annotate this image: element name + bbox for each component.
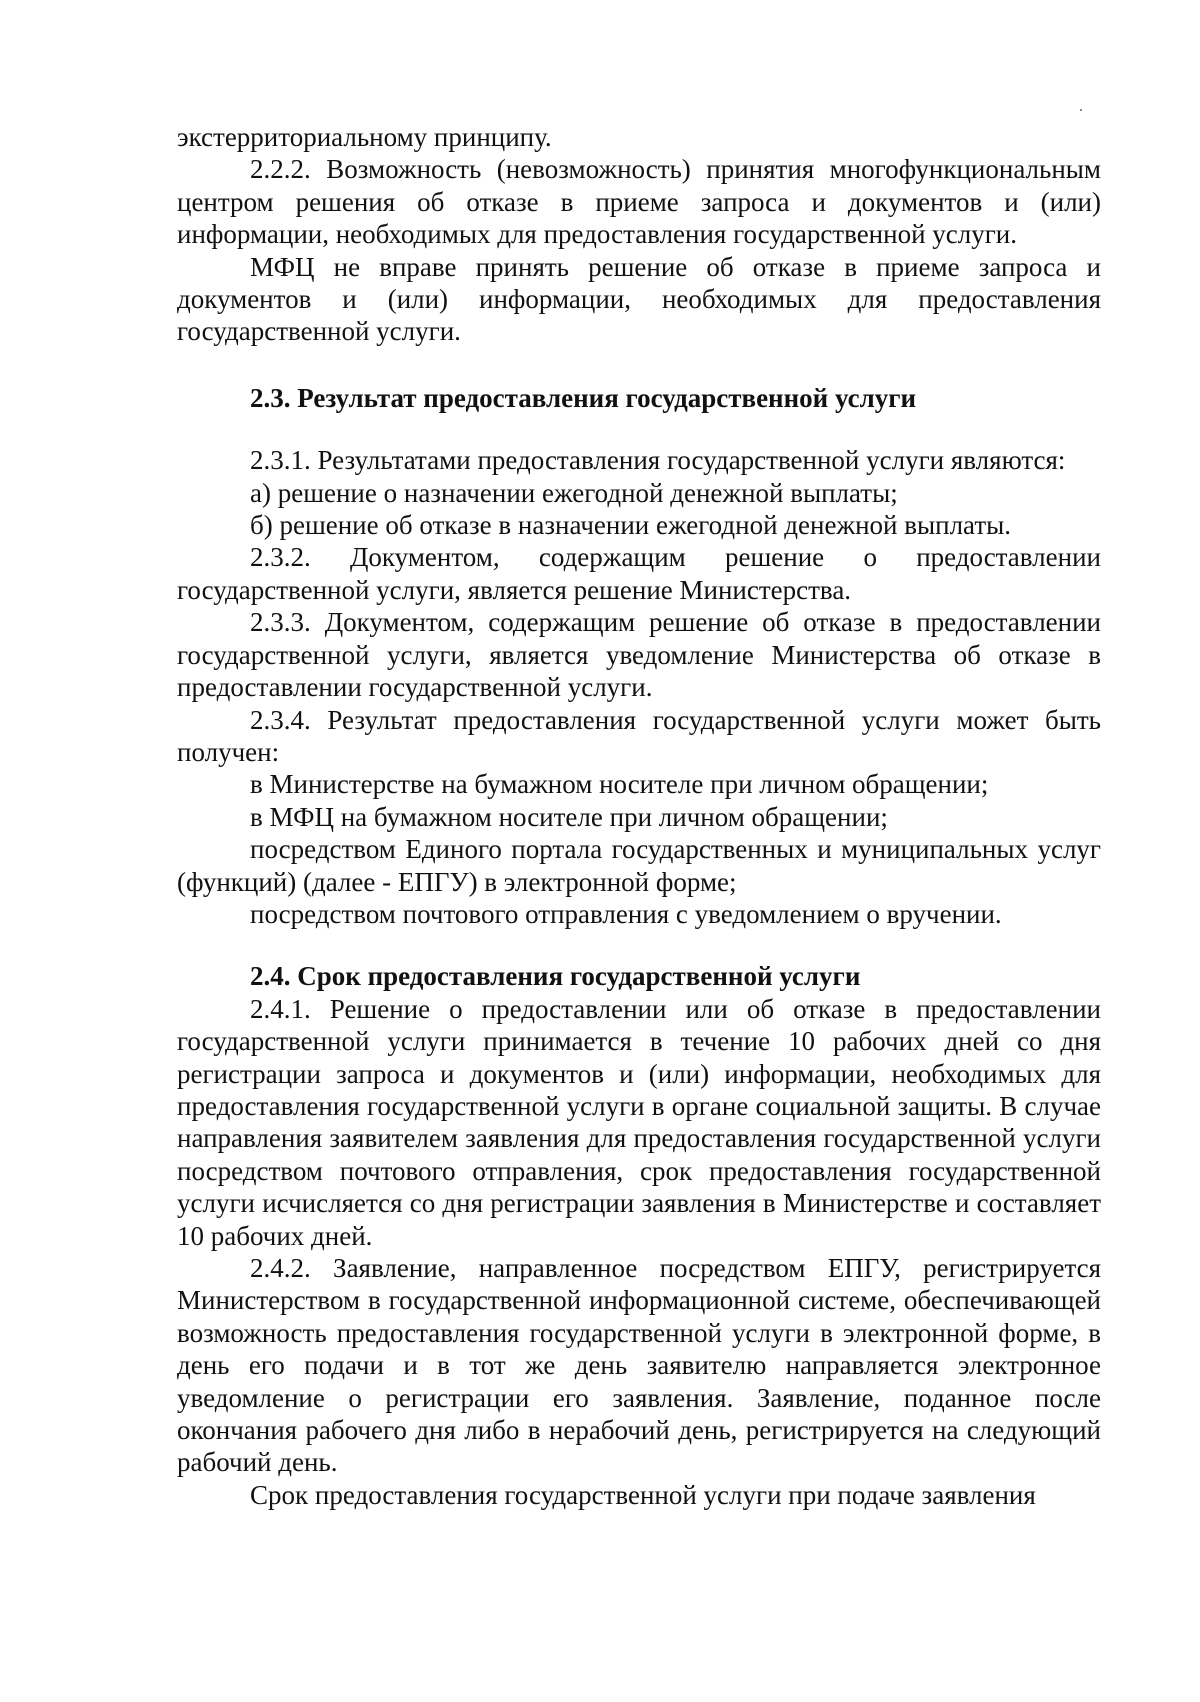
section-heading-2-4: 2.4. Срок предоставления государственной услуги [250,961,861,992]
document-body [177,121,1101,1511]
spacer [177,414,1101,444]
list-item-ministry: в Министерстве на бумажном носителе при личном обращении; [250,769,989,800]
paragraph-2-4-1: 2.4.1. Решение о предоставлении или об отказе в предоставлении государственной услуги принимается в течение 10 рабочих дней со дня регистрации запроса и документов и (или) информации, необходимых для предоставления государственной услуги в органе социальной защиты. В случае направления заявителем заявления для предоставления государственной услуги посредством почтового отправления, срок предоставления государственной услуги исчисляется со дня регистрации заявления в Министерстве и составляет 10 рабочих дней. [177,993,1101,1251]
paragraph-mfc-refusal: МФЦ не вправе принять решение об отказе в приеме запроса и документов и (или) информации, необходимых для предоставления государственной услуги. [177,251,1101,347]
paragraph-2-3-3: 2.3.3. Документом, содержащим решение об отказе в предоставлении государственной услуги, является уведомление Министерства об отказе в предоставлении государственной услуги. [177,607,1101,703]
list-item-epgu: посредством Единого портала государственных и муниципальных услуг (функций) (далее - ЕПГУ) в электронной форме; [177,834,1101,897]
paragraph-term-postal: Срок предоставления государственной услуги при подаче заявления [250,1479,1036,1510]
list-item-b: б) решение об отказе в назначении ежегодной денежной выплаты. [250,510,1012,541]
spacer [177,348,1101,382]
list-item-post: посредством почтового отправления с уведомлением о вручении. [250,898,1002,929]
list-item-mfc: в МФЦ на бумажном носителе при личном обращении; [250,801,888,832]
section-heading-2-3: 2.3. Результат предоставления государственной услуги [250,382,917,413]
paragraph-2-3-2: 2.3.2. Документом, содержащим решение о предоставлении государственной услуги, является решение Министерства. [177,542,1101,605]
paragraph-2-2-2: 2.2.2. Возможность (невозможность) принятия многофункциональным центром решения об отказе в приеме запроса и документов и (или) информации, необходимых для предоставления государственной услуги. [177,154,1101,250]
paragraph-2-3-1: 2.3.1. Результатами предоставления государственной услуги являются: [250,445,1066,476]
paragraph-2-3-4: 2.3.4. Результат предоставления государственной услуги может быть получен: [177,704,1101,767]
scan-dot [1080,109,1082,111]
list-item-a: а) решение о назначении ежегодной денежной выплаты; [250,477,898,508]
paragraph-2-4-2: 2.4.2. Заявление, направленное посредством ЕПГУ, регистрируется Министерством в государственной информационной системе, обеспечивающей возможность предоставления государственной услуги в электронной форме, в день его подачи и в тот же день заявителю направляется электронное уведомление о регистрации его заявления. Заявление, поданное после окончания рабочего дня либо в нерабочий день, регистрируется на следующий рабочий день. [177,1253,1101,1478]
paragraph-continuation: экстерриториальному принципу. [177,122,552,152]
spacer [177,930,1101,960]
